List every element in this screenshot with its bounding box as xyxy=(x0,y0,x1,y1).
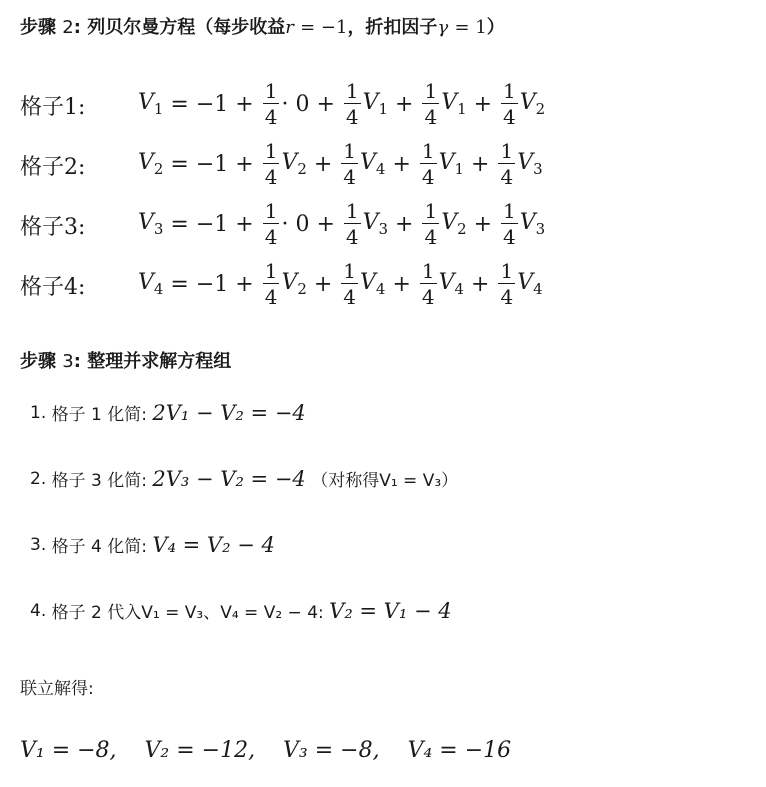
plus-sign: + xyxy=(471,151,490,177)
step3-title xyxy=(20,350,231,374)
zero-term: · 0 xyxy=(281,211,310,237)
lhs-var: $V_4$ xyxy=(138,269,164,299)
lhs-var-sub: 4 xyxy=(153,280,164,299)
reward-value: = −1 xyxy=(300,17,348,38)
list-math: V₄ = V₂ − 4 xyxy=(152,532,275,557)
fraction-numerator: 1 xyxy=(343,259,357,283)
reward-var: r xyxy=(285,17,294,38)
term-var-sub: 3 xyxy=(378,220,389,239)
step2-title-prefix: 步骤 xyxy=(20,17,56,38)
equals-sign: = xyxy=(170,91,189,117)
term-var: $V_4$ xyxy=(517,269,543,299)
term-var-sub: 4 xyxy=(375,280,386,299)
fraction-numerator: 1 xyxy=(424,199,438,223)
plus-sign: + xyxy=(471,271,490,297)
fraction-numerator: 1 xyxy=(345,199,359,223)
plus-sign: + xyxy=(235,211,254,237)
fraction xyxy=(344,201,361,247)
fraction-denominator: 4 xyxy=(424,225,438,249)
list-num: 1. xyxy=(30,402,47,423)
term-var: $V_3$ xyxy=(362,209,389,239)
fraction-numerator: 1 xyxy=(264,259,278,283)
fraction xyxy=(341,261,358,307)
step2-title-text: : 列贝尔曼方程（每步收益 xyxy=(73,17,286,38)
plus-sign: + xyxy=(473,91,493,117)
fraction-numerator: 1 xyxy=(264,199,278,223)
list-item-4 xyxy=(30,598,452,623)
list-math: V₂ = V₁ − 4 xyxy=(329,598,452,623)
fraction xyxy=(501,201,518,247)
list-text: 格子 4 化简: xyxy=(51,537,147,557)
fraction xyxy=(422,81,439,127)
fraction-numerator: 1 xyxy=(421,139,435,163)
fraction-denominator: 4 xyxy=(503,225,516,249)
term-var: $V_2$ xyxy=(519,89,546,119)
list-item-3 xyxy=(30,532,275,557)
term-var-sub: 4 xyxy=(454,280,465,299)
fraction xyxy=(263,81,280,127)
term-var-sub: 4 xyxy=(375,160,386,179)
fraction-denominator: 4 xyxy=(500,165,514,189)
plus-sign: + xyxy=(235,271,254,297)
plus-sign: + xyxy=(313,151,333,177)
fraction xyxy=(341,141,358,187)
term-var-sub: 2 xyxy=(297,160,307,179)
fraction-denominator: 4 xyxy=(500,285,514,309)
plus-sign: + xyxy=(313,271,333,297)
zero-term: · 0 xyxy=(281,91,310,117)
term-var: $V_4$ xyxy=(360,149,386,179)
term-var: $V_4$ xyxy=(360,269,386,299)
plus-sign: + xyxy=(316,211,335,237)
term-var-sub: 3 xyxy=(533,160,543,179)
term-var: $V_2$ xyxy=(281,149,307,179)
fraction xyxy=(344,81,361,127)
step3-title-text: : 整理并求解方程组 xyxy=(73,351,232,372)
bellman-row-4 xyxy=(138,258,543,310)
term-var: $V_4$ xyxy=(438,269,465,299)
term-var-sub: 4 xyxy=(533,280,543,299)
lhs-var-sub: 3 xyxy=(153,220,164,239)
fraction xyxy=(420,141,437,187)
plus-sign: + xyxy=(235,151,254,177)
term-var-sub: 1 xyxy=(457,100,467,119)
term-var: $V_2$ xyxy=(281,269,307,299)
fraction xyxy=(420,261,437,307)
fraction xyxy=(501,81,518,127)
fraction-numerator: 1 xyxy=(500,139,514,163)
fraction-denominator: 4 xyxy=(424,105,438,129)
plus-sign: + xyxy=(316,91,335,117)
fraction-denominator: 4 xyxy=(264,225,278,249)
list-text: 格子 2 代入V₁ = V₃、V₄ = V₂ − 4: xyxy=(51,603,324,623)
fraction-denominator: 4 xyxy=(264,165,278,189)
fraction-numerator: 1 xyxy=(264,139,278,163)
step2-title-text2: ，折扣因子 xyxy=(347,17,438,38)
term-var: $V_1$ xyxy=(438,149,465,179)
list-num: 2. xyxy=(30,468,47,489)
fraction-numerator: 1 xyxy=(345,79,359,103)
term-var: $V_2$ xyxy=(441,209,467,239)
constant-term: −1 xyxy=(195,91,229,117)
fraction xyxy=(498,261,515,307)
step2-title xyxy=(20,16,505,40)
step2-title-num: 2 xyxy=(62,17,74,38)
list-suffix: （对称得V₁ = V₃） xyxy=(311,471,459,491)
list-text: 格子 1 化简: xyxy=(51,405,147,425)
fraction-numerator: 1 xyxy=(264,79,278,103)
list-item-1 xyxy=(30,400,306,425)
fraction-numerator: 1 xyxy=(343,139,357,163)
fraction-numerator: 1 xyxy=(421,259,435,283)
constant-term: −1 xyxy=(195,151,229,177)
step3-title-prefix: 步骤 xyxy=(20,351,56,372)
lhs-var-sub: 2 xyxy=(153,160,164,179)
fraction xyxy=(263,261,280,307)
bellman-row-3 xyxy=(138,198,545,250)
lhs-var-sub: 1 xyxy=(153,100,164,119)
bellman-row-2 xyxy=(138,138,543,190)
term-var: $V_1$ xyxy=(441,89,467,119)
list-num: 3. xyxy=(30,534,47,555)
list-math: 2V₃ − V₂ = −4 xyxy=(152,466,306,491)
plus-sign: + xyxy=(392,151,411,177)
term-var: $V_3$ xyxy=(519,209,546,239)
constant-term: −1 xyxy=(195,211,229,237)
fraction xyxy=(263,201,280,247)
list-math: 2V₁ − V₂ = −4 xyxy=(152,400,306,425)
equals-sign: = xyxy=(170,151,189,177)
term-var-sub: 2 xyxy=(457,220,467,239)
term-var-sub: 2 xyxy=(535,100,546,119)
plus-sign: + xyxy=(392,271,411,297)
bellman-row-1 xyxy=(138,78,545,130)
fraction xyxy=(498,141,515,187)
fraction-denominator: 4 xyxy=(345,105,359,129)
plus-sign: + xyxy=(395,91,414,117)
plus-sign: + xyxy=(235,91,254,117)
gamma-value: = 1 xyxy=(454,17,487,38)
fraction-denominator: 4 xyxy=(345,225,359,249)
fraction-numerator: 1 xyxy=(424,79,438,103)
term-var-sub: 1 xyxy=(454,160,465,179)
fraction-numerator: 1 xyxy=(500,259,514,283)
list-item-2 xyxy=(30,466,458,491)
term-var-sub: 2 xyxy=(297,280,307,299)
fraction-numerator: 1 xyxy=(503,79,516,103)
fraction-denominator: 4 xyxy=(421,285,435,309)
fraction-denominator: 4 xyxy=(264,285,278,309)
fraction-denominator: 4 xyxy=(503,105,516,129)
final-solution: V₁ = −8, V₂ = −12, V₃ = −8, V₄ = −16 xyxy=(20,738,512,763)
joint-solve-label: 联立解得: xyxy=(20,679,94,699)
step3-title-num: 3 xyxy=(62,351,74,372)
lhs-var: $V_2$ xyxy=(138,149,164,179)
fraction-denominator: 4 xyxy=(343,165,357,189)
row-label-1: 格子1: xyxy=(20,95,86,120)
row-label-3: 格子3: xyxy=(20,215,86,240)
constant-term: −1 xyxy=(195,271,229,297)
term-var-sub: 1 xyxy=(378,100,389,119)
row-label-4: 格子4: xyxy=(20,275,86,300)
step2-title-end: ） xyxy=(486,17,505,38)
lhs-var: $V_1$ xyxy=(138,89,164,119)
lhs-var: $V_3$ xyxy=(138,209,164,239)
fraction-denominator: 4 xyxy=(264,105,278,129)
row-label-2: 格子2: xyxy=(20,155,86,180)
term-var: $V_1$ xyxy=(362,89,389,119)
plus-sign: + xyxy=(473,211,493,237)
equals-sign: = xyxy=(170,271,189,297)
fraction xyxy=(263,141,280,187)
plus-sign: + xyxy=(395,211,414,237)
fraction-denominator: 4 xyxy=(421,165,435,189)
fraction-denominator: 4 xyxy=(343,285,357,309)
fraction xyxy=(422,201,439,247)
fraction-numerator: 1 xyxy=(503,199,516,223)
list-num: 4. xyxy=(30,600,47,621)
gamma-var: γ xyxy=(437,17,449,38)
equals-sign: = xyxy=(170,211,189,237)
list-text: 格子 3 化简: xyxy=(51,471,147,491)
term-var-sub: 3 xyxy=(535,220,546,239)
term-var: $V_3$ xyxy=(517,149,543,179)
